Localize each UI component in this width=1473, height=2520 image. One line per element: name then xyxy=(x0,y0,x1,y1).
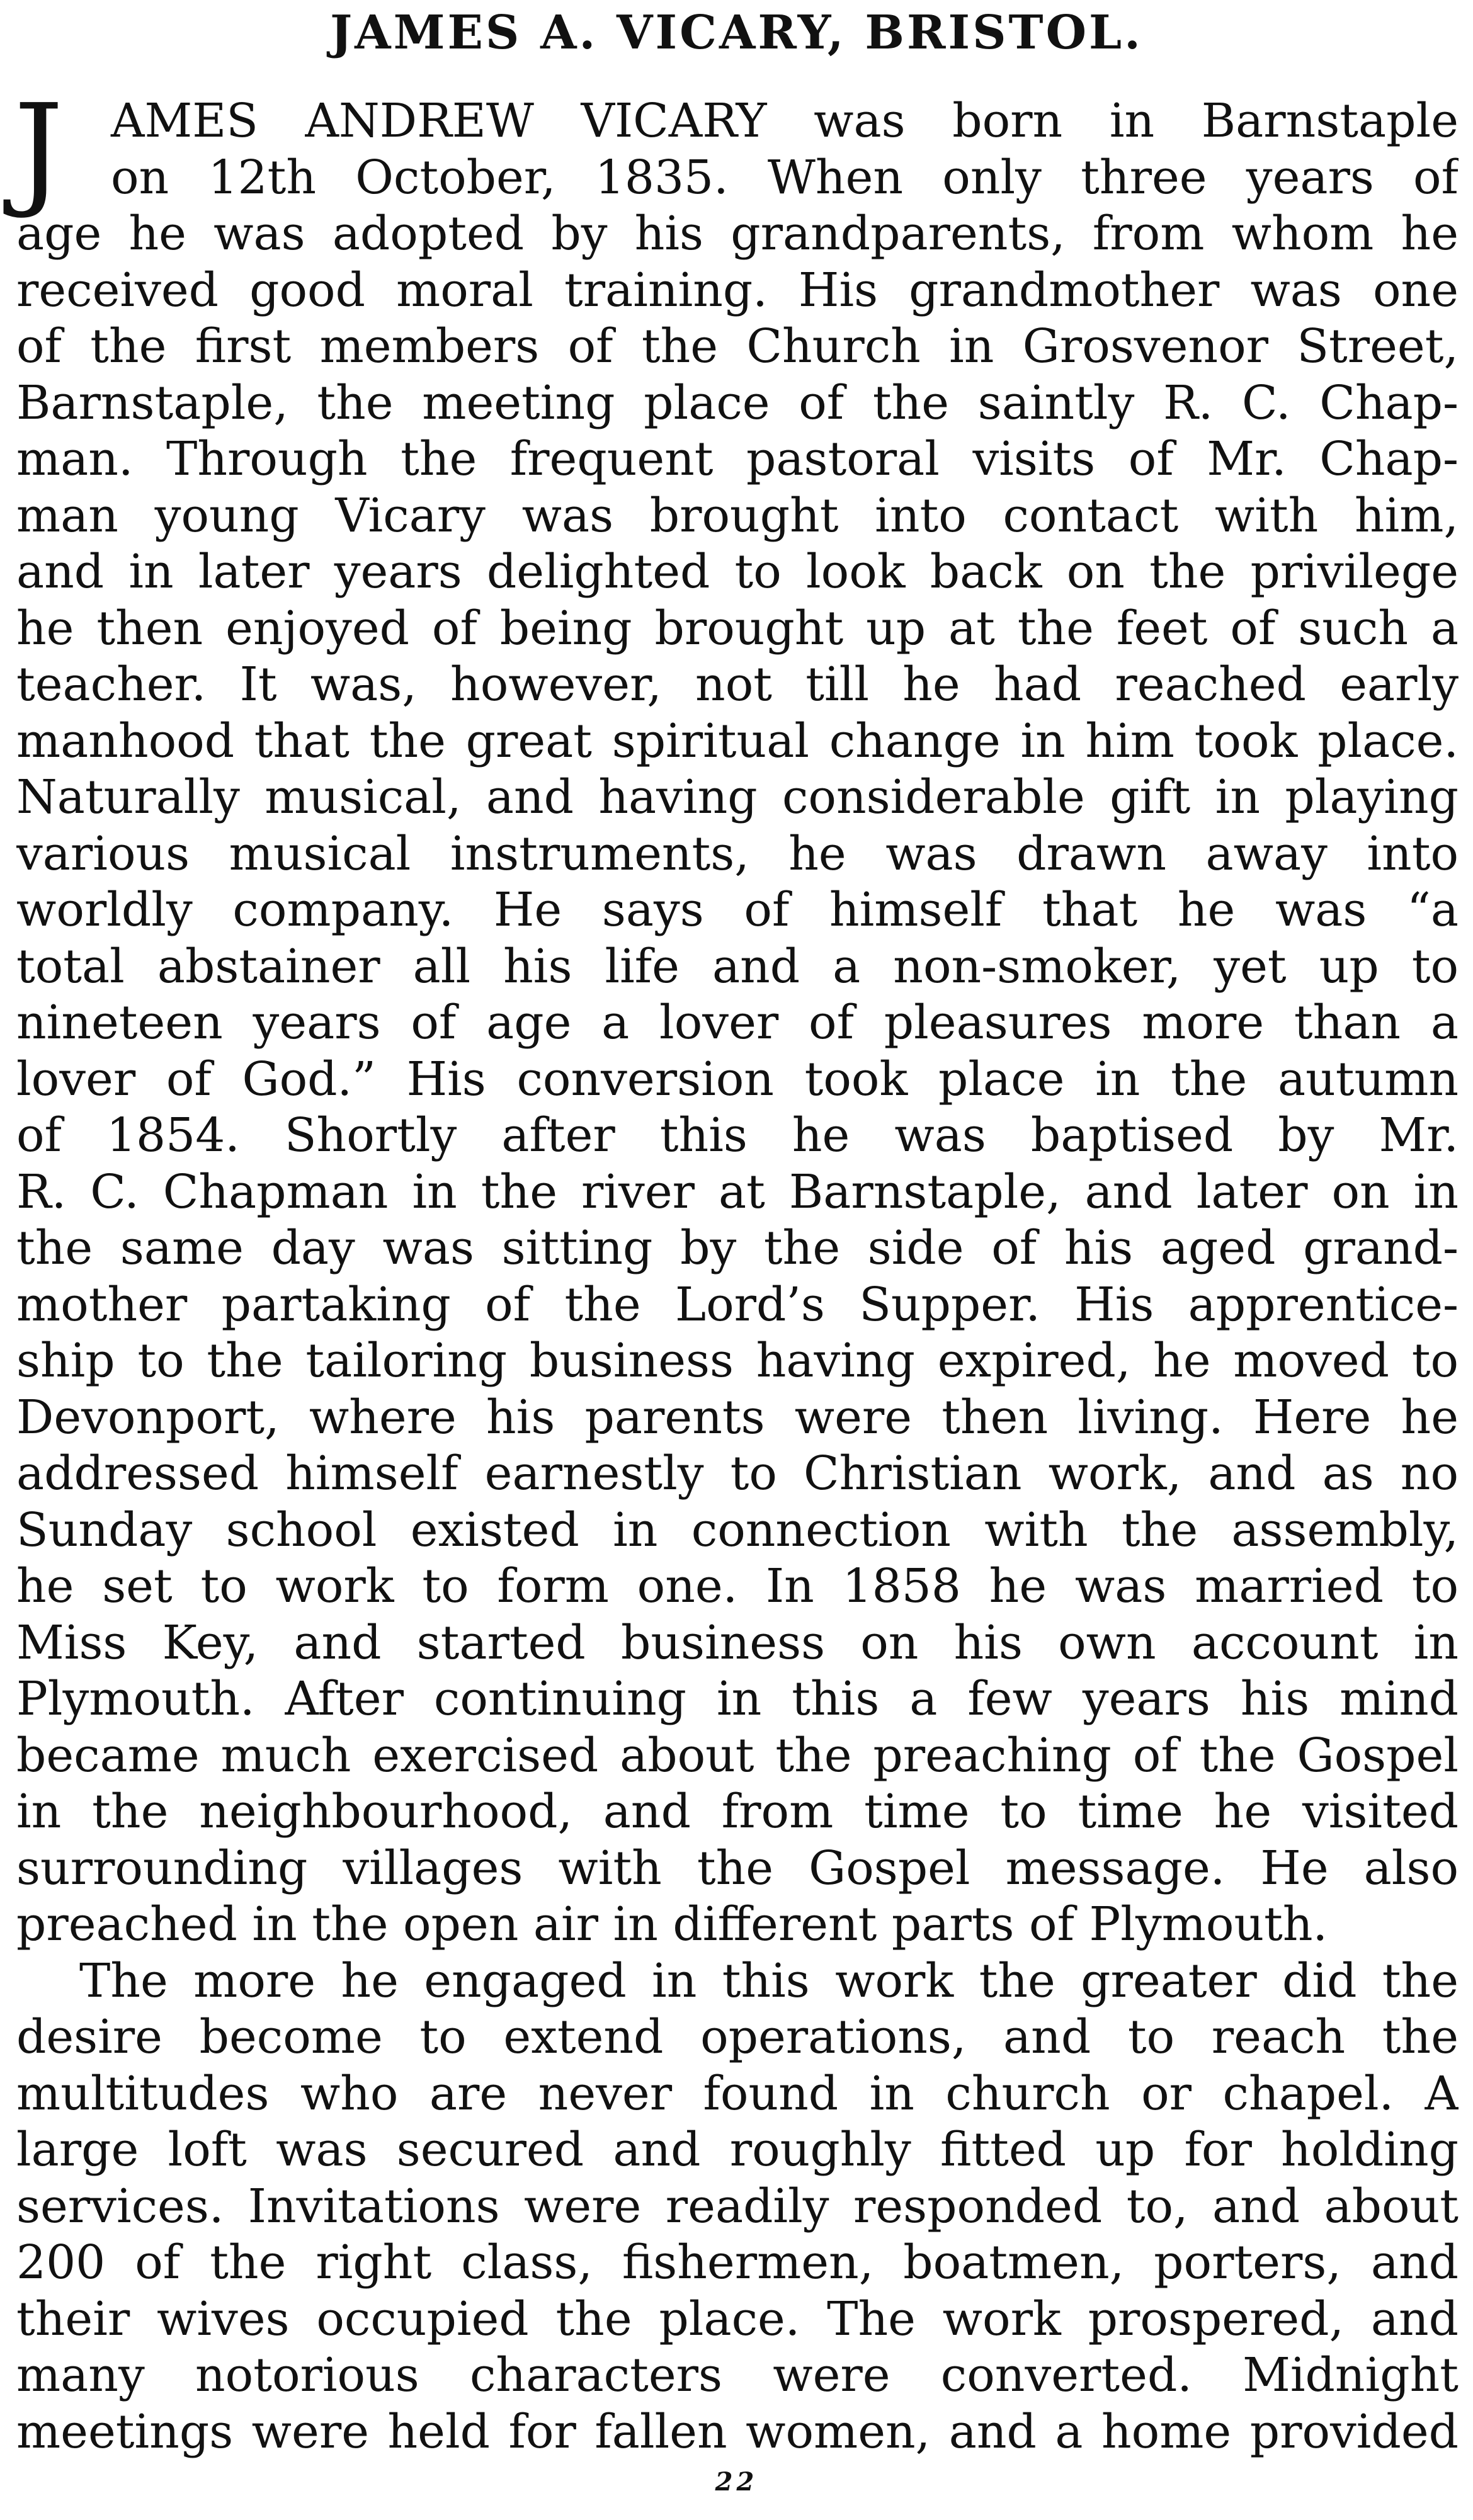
text-line: and in later years delighted to look back on the privilege xyxy=(16,545,1459,599)
text-line: man. Through the frequent pastoral visits of Mr. Chap- xyxy=(16,432,1459,486)
text-line: meetings were held for fallen women, and a home provided xyxy=(16,2404,1459,2459)
text-line: large loft was secured and roughly fitted up for holding xyxy=(16,2123,1459,2177)
drop-cap: J xyxy=(14,78,64,222)
text-line: Sunday school existed in connection with the assembly, xyxy=(16,1502,1459,1557)
text-line: mother partaking of the Lord’s Supper. His apprentice- xyxy=(16,1277,1459,1332)
text-line: of the first members of the Church in Grosvenor Street, xyxy=(16,319,1459,373)
text-line: man young Vicary was brought into contact with him, xyxy=(16,488,1459,543)
text-line: manhood that the great spiritual change in him took place. xyxy=(16,713,1459,768)
text-line: 200 of the right class, fishermen, boatmen, porters, and xyxy=(16,2235,1459,2290)
page-title: JAMES A. VICARY, BRISTOL. xyxy=(330,6,1143,60)
text-line: The more he engaged in this work the greater did the xyxy=(79,1953,1459,2008)
text-line: preached in the open air in different parts of Plymouth. xyxy=(16,1897,1328,1951)
text-line: multitudes who are never found in church or chapel. A xyxy=(16,2066,1459,2121)
text-line: ship to the tailoring business having expired, he moved to xyxy=(16,1334,1459,1388)
text-line: Barnstaple, the meeting place of the saintly R. C. Chap- xyxy=(16,375,1459,430)
text-line: of 1854. Shortly after this he was baptised by Mr. xyxy=(16,1108,1459,1162)
text-line: in the neighbourhood, and from time to time he visited xyxy=(16,1785,1459,1839)
text-line: received good moral training. His grandmother was one xyxy=(16,263,1459,317)
page-number: 22 xyxy=(715,2467,758,2497)
text-line: he then enjoyed of being brought up at the feet of such a xyxy=(16,601,1459,656)
text-line: Naturally musical, and having considerable gift in playing xyxy=(16,770,1459,824)
text-line: R. C. Chapman in the river at Barnstaple, and later on in xyxy=(16,1164,1459,1219)
article-body xyxy=(14,78,1459,2460)
text-line: became much exercised about the preaching of the Gospel xyxy=(16,1728,1459,1783)
text-line: worldly company. He says of himself that he was “a xyxy=(16,883,1459,937)
text-line: Miss Key, and started business on his own account in xyxy=(16,1615,1459,1670)
text-line: nineteen years of age a lover of pleasures more than a xyxy=(16,996,1459,1050)
text-line: the same day was sitting by the side of his aged grand- xyxy=(16,1221,1459,1275)
text-line: Devonport, where his parents were then living. Here he xyxy=(16,1390,1459,1444)
text-line: total abstainer all his life and a non-smoker, yet up to xyxy=(16,939,1459,994)
text-line: many notorious characters were converted. Midnight xyxy=(16,2348,1459,2402)
text-line: age he was adopted by his grandparents, from whom he xyxy=(16,207,1459,261)
text-line: their wives occupied the place. The work prospered, and xyxy=(16,2291,1459,2346)
text-line: desire become to extend operations, and to reach the xyxy=(16,2010,1459,2064)
text-line: he set to work to form one. In 1858 he was married to xyxy=(16,1559,1459,1613)
text-line: AMES ANDREW VICARY was born in Barnstaple xyxy=(111,94,1459,148)
text-line: services. Invitations were readily responded to, and about xyxy=(16,2179,1459,2233)
text-line: surrounding villages with the Gospel message. He also xyxy=(16,1841,1459,1895)
text-line: various musical instruments, he was drawn away into xyxy=(16,826,1459,881)
text-line: on 12th October, 1835. When only three years of xyxy=(111,150,1459,205)
text-line: lover of God.” His conversion took place in the autumn xyxy=(16,1052,1459,1106)
text-line: teacher. It was, however, not till he had reached early xyxy=(16,657,1459,712)
text-line: Plymouth. After continuing in this a few years his mind xyxy=(16,1672,1459,1726)
text-line: addressed himself earnestly to Christian work, and as no xyxy=(16,1446,1459,1501)
